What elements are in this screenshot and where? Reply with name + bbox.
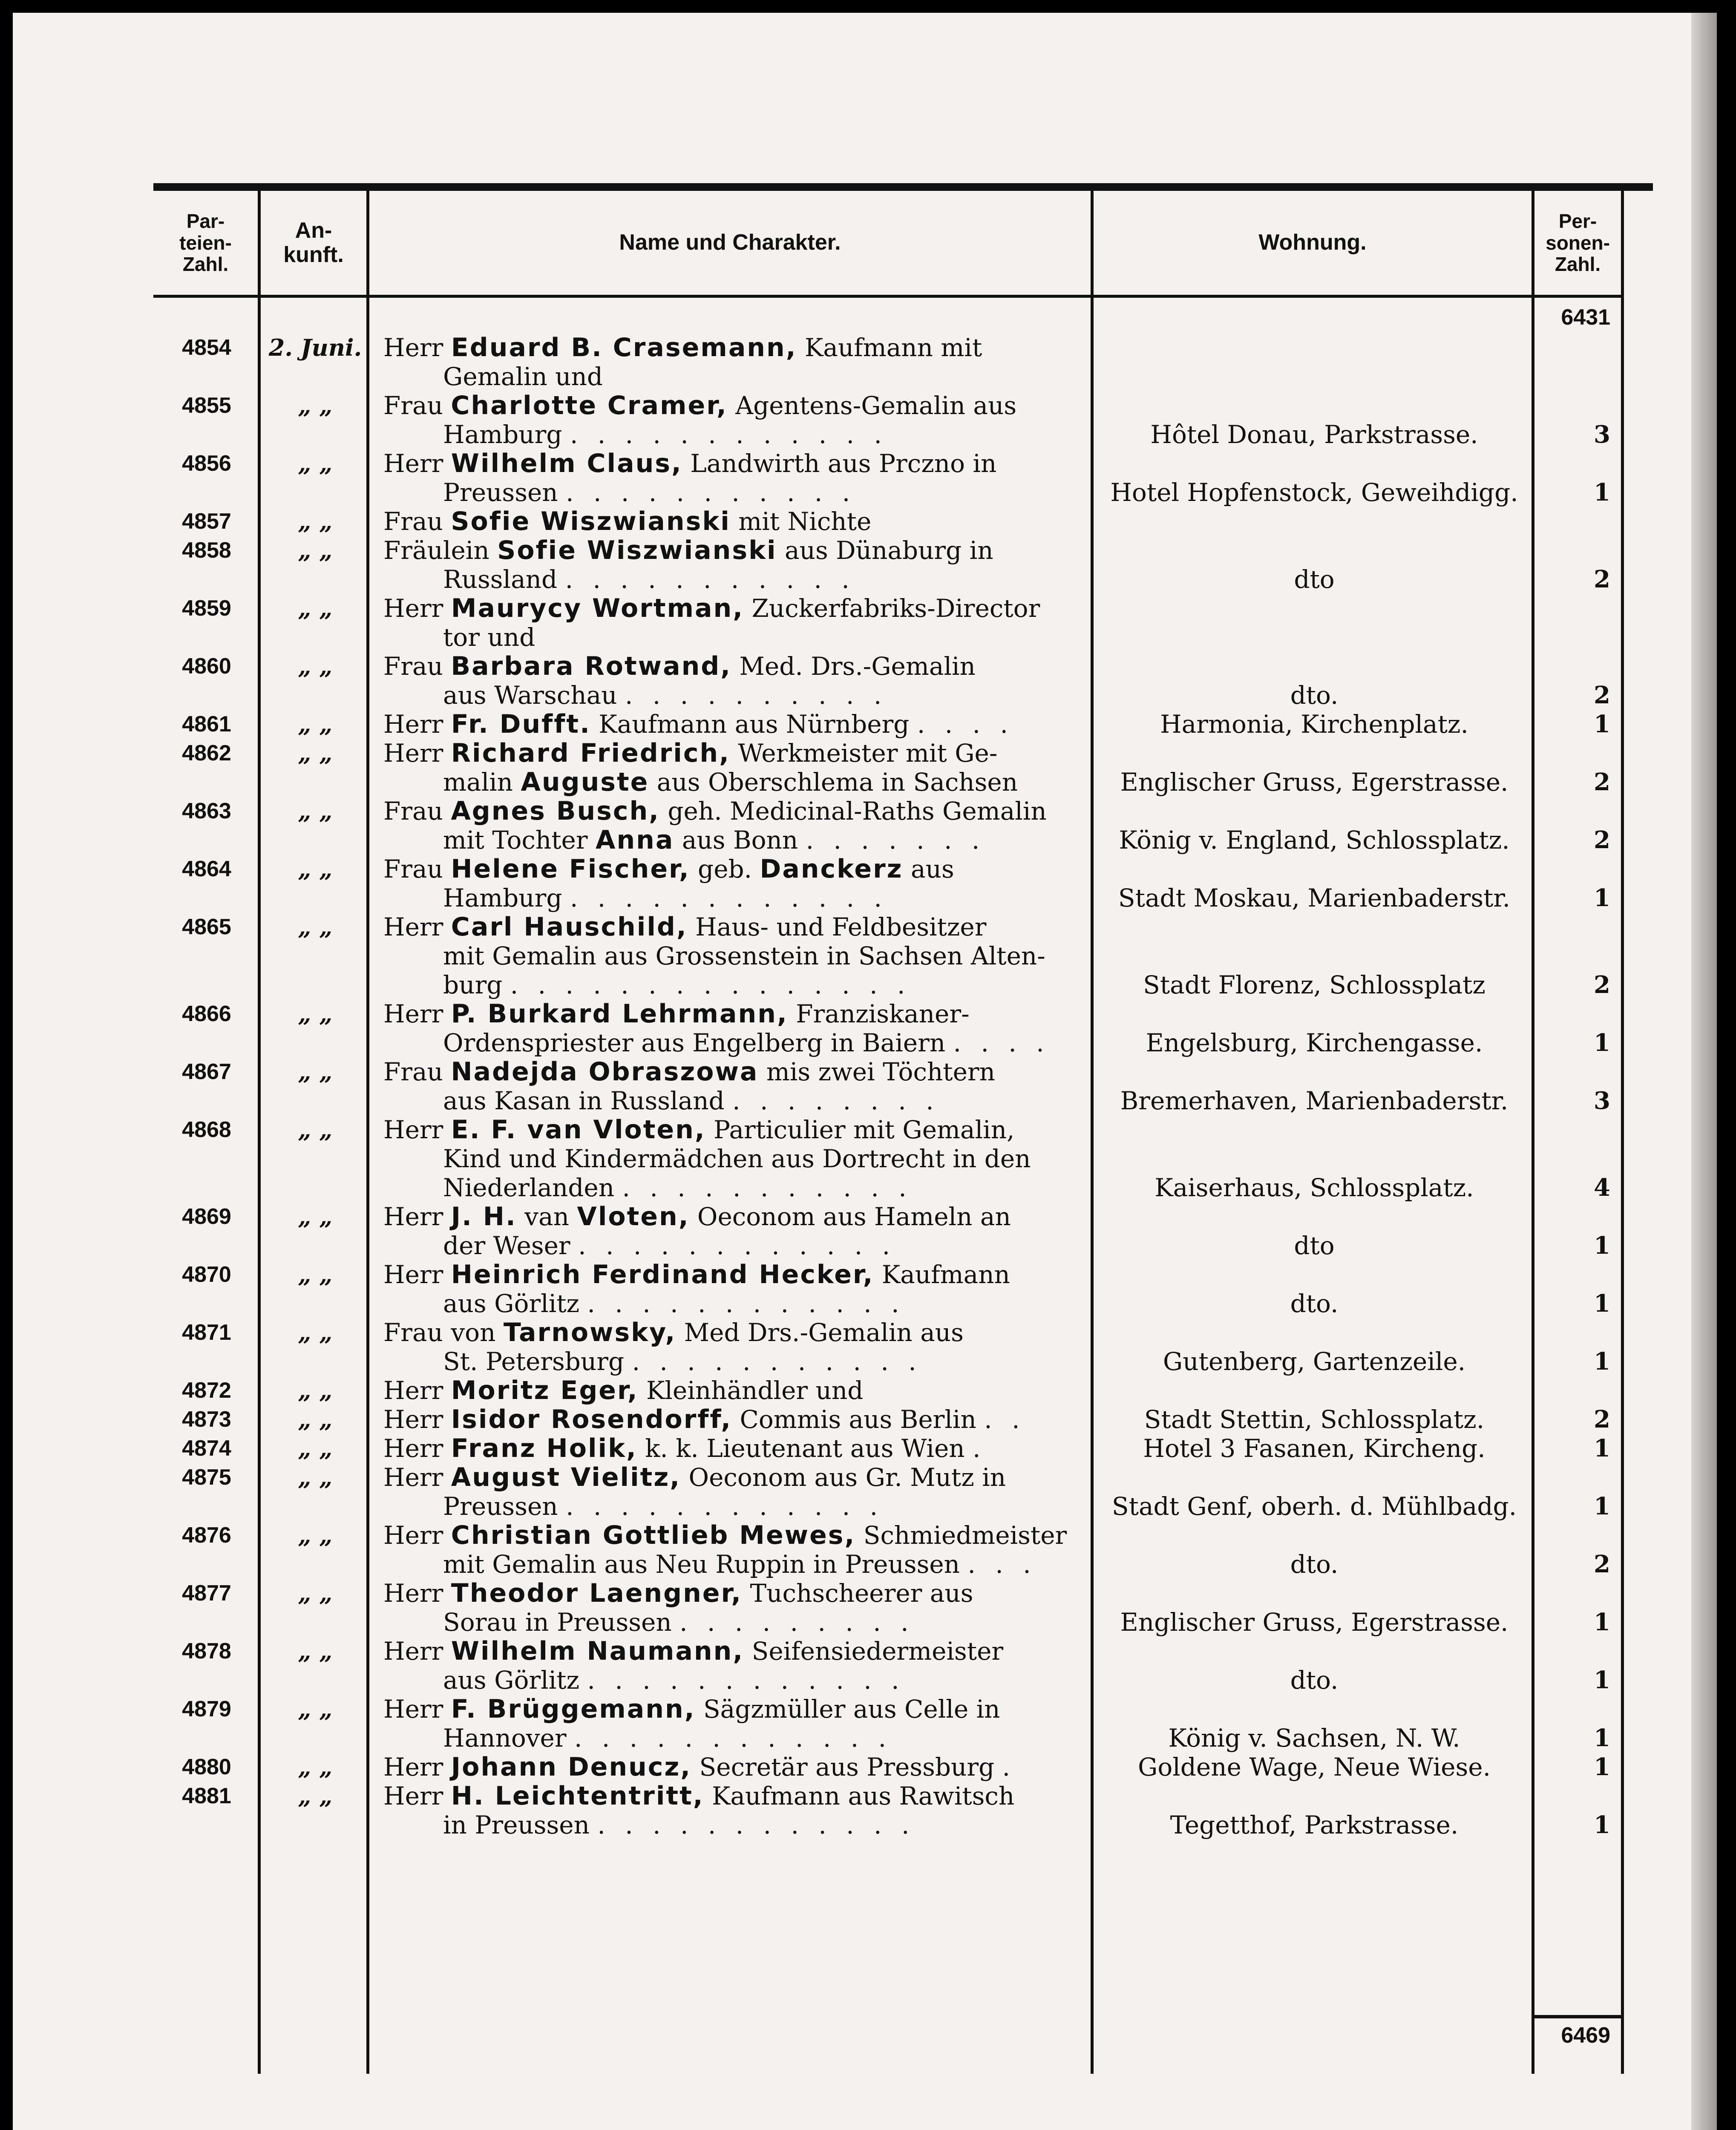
table-row	[153, 1695, 1653, 1753]
party-number: 4871	[182, 1320, 231, 1345]
party-number: 4868	[182, 1117, 231, 1142]
arrival-date: „ „	[298, 1319, 333, 1346]
table-row	[153, 1202, 1653, 1260]
party-number: 4876	[182, 1523, 231, 1548]
guest-name-character: Herr E. F. van Vloten, Particulier mit Gemalin, Kind und Kindermädchen aus Dortrecht in den Niederlanden . . . . . . . . . . .	[383, 1115, 1031, 1202]
residence: dto.	[1290, 1289, 1339, 1318]
table-row	[153, 912, 1653, 999]
residence: Englischer Gruss, Egerstrasse.	[1120, 768, 1509, 797]
carry-over-total: 6431	[1561, 305, 1610, 330]
arrival-date: „ „	[298, 711, 333, 738]
residence: Stadt Genf, oberh. d. Mühlbadg.	[1111, 1492, 1517, 1521]
persons-count: 1	[1594, 1753, 1610, 1781]
residence: Bremerhaven, Marienbaderstr.	[1120, 1086, 1509, 1115]
table-row	[153, 1057, 1653, 1115]
residence: Hôtel Donau, Parkstrasse.	[1150, 420, 1478, 449]
party-number: 4879	[182, 1697, 231, 1721]
residence: dto	[1294, 565, 1335, 594]
arrival-date: „ „	[298, 508, 333, 535]
persons-count: 1	[1594, 1608, 1610, 1636]
table-row	[153, 652, 1653, 710]
guest-name-character: Frau Agnes Busch, geh. Medicinal-Raths Gemalin mit Tochter Anna aus Bonn . . . . . . .	[383, 796, 1047, 855]
residence: Harmonia, Kirchenplatz.	[1160, 710, 1468, 739]
total-rule	[1532, 2015, 1621, 2018]
guest-name-character: Herr Eduard B. Crasemann, Kaufmann mit Gemalin und	[383, 333, 982, 391]
guest-name-character: Herr Christian Gottlieb Mewes, Schmiedmeister mit Gemalin aus Neu Ruppin in Preussen . . .	[383, 1520, 1067, 1579]
table-row	[153, 1260, 1653, 1318]
guest-name-character: Herr August Vielitz, Oeconom aus Gr. Mutz in Preussen . . . . . . . . . . . .	[383, 1462, 1006, 1521]
table-row	[153, 855, 1653, 912]
residence: Stadt Stettin, Schlossplatz.	[1144, 1405, 1485, 1434]
party-number: 4859	[182, 596, 231, 621]
guest-name-character: Herr Isidor Rosendorff, Commis aus Berlin . .	[383, 1405, 1026, 1434]
arrival-date: „ „	[298, 855, 333, 883]
persons-count: 1	[1594, 1029, 1610, 1057]
arrival-date: „ „	[298, 740, 333, 767]
table-row	[153, 1405, 1653, 1434]
guest-name-character: Herr F. Brüggemann, Sägzmüller aus Celle in Hannover . . . . . . . . . . . .	[383, 1694, 1000, 1753]
persons-count: 4	[1594, 1174, 1610, 1202]
party-number: 4874	[182, 1436, 231, 1461]
guest-name-character: Frau Helene Fischer, geb. Danckerz aus Hamburg . . . . . . . . . . . .	[383, 854, 954, 912]
table-top-rule	[153, 183, 1653, 191]
residence: Goldene Wage, Neue Wiese.	[1137, 1753, 1491, 1782]
party-number: 4869	[182, 1204, 231, 1229]
persons-count: 1	[1594, 884, 1610, 912]
party-number: 4861	[182, 712, 231, 737]
party-number: 4877	[182, 1581, 231, 1606]
guest-name-character: Frau Charlotte Cramer, Agentens-Gemalin aus Hamburg . . . . . . . . . . . .	[383, 391, 1017, 449]
arrival-date: „ „	[298, 1522, 333, 1549]
arrival-date: „ „	[298, 1580, 333, 1607]
party-number: 4863	[182, 799, 231, 823]
arrival-date: „ „	[298, 450, 333, 477]
table-row	[153, 507, 1653, 536]
persons-count: 2	[1594, 768, 1610, 796]
arrival-date: „ „	[298, 1406, 333, 1433]
arrival-date: „ „	[298, 1000, 333, 1028]
residence: Englischer Gruss, Egerstrasse.	[1120, 1608, 1509, 1637]
guest-name-character: Herr Johann Denucz, Secretär aus Pressburg .	[383, 1752, 1016, 1782]
persons-count: 2	[1594, 971, 1610, 999]
guest-name-character: Herr Wilhelm Claus, Landwirth aus Prczno in Preussen . . . . . . . . . . .	[383, 449, 997, 507]
table-row	[153, 536, 1653, 594]
residence: Gutenberg, Gartenzeile.	[1163, 1347, 1466, 1376]
residence: König v. England, Schlossplatz.	[1119, 826, 1510, 855]
guest-name-character: Herr Maurycy Wortman, Zuckerfabriks-Director tor und	[383, 593, 1040, 652]
guest-name-character: Herr Wilhelm Naumann, Seifensiedermeister aus Görlitz . . . . . . . . . . . .	[383, 1636, 1004, 1695]
persons-count: 2	[1594, 681, 1610, 709]
arrival-date: „ „	[298, 1695, 333, 1723]
residence: Hotel Hopfenstock, Geweihdigg.	[1110, 478, 1518, 507]
arrival-date: „ „	[298, 1261, 333, 1288]
party-number: 4870	[182, 1262, 231, 1287]
party-number: 4856	[182, 451, 231, 476]
arrival-date: „ „	[298, 653, 333, 680]
persons-count: 1	[1594, 1232, 1610, 1260]
header-residence: Wohnung.	[1258, 230, 1367, 255]
persons-count: 2	[1594, 826, 1610, 854]
arrival-date: „ „	[298, 797, 333, 825]
residence: Hotel 3 Fasanen, Kircheng.	[1143, 1434, 1486, 1463]
arrival-date: „ „	[298, 1435, 333, 1462]
persons-count: 1	[1594, 1811, 1610, 1839]
persons-count: 1	[1594, 710, 1610, 738]
arrival-date: „ „	[298, 595, 333, 622]
party-number: 4855	[182, 393, 231, 418]
persons-count: 1	[1594, 1290, 1610, 1318]
table-row	[153, 1521, 1653, 1579]
residence: Engelsburg, Kirchengasse.	[1146, 1028, 1483, 1057]
guest-name-character: Frau Nadejda Obraszowa mis zwei Töchtern aus Kasan in Russland . . . . . . . .	[383, 1057, 996, 1115]
arrival-date: „ „	[298, 1203, 333, 1230]
party-number: 4858	[182, 538, 231, 563]
guest-name-character: Herr Heinrich Ferdinand Hecker, Kaufmann aus Görlitz . . . . . . . . . . . .	[383, 1260, 1010, 1318]
persons-count: 3	[1594, 420, 1610, 449]
final-total: 6469	[1561, 2023, 1610, 2048]
party-number: 4872	[182, 1378, 231, 1403]
arrival-date: „ „	[298, 1058, 333, 1085]
arrival-date: „ „	[298, 1377, 333, 1404]
guest-name-character: Frau Barbara Rotwand, Med. Drs.-Gemalin aus Warschau . . . . . . . . . .	[383, 651, 976, 710]
residence: dto.	[1290, 681, 1339, 710]
party-number: 4862	[182, 741, 231, 766]
persons-count: 1	[1594, 1434, 1610, 1462]
arrival-date: „ „	[298, 1464, 333, 1491]
residence: dto	[1294, 1231, 1335, 1260]
document-page	[13, 13, 1717, 2130]
party-number: 4873	[182, 1407, 231, 1432]
party-number: 4875	[182, 1465, 231, 1490]
residence: Stadt Moskau, Marienbaderstr.	[1118, 884, 1511, 912]
guest-name-character: Herr Fr. Dufft. Kaufmann aus Nürnberg . . . .	[383, 709, 1014, 739]
guest-name-character: Herr P. Burkard Lehrmann, Franziskaner- Ordenspriester aus Engelberg in Baiern . . . .	[383, 999, 1050, 1057]
arrival-date: „ „	[298, 392, 333, 419]
table-row	[153, 1579, 1653, 1637]
arrival-date: 2. Juni.	[268, 334, 362, 361]
arrival-date: „ „	[298, 1638, 333, 1665]
party-number: 4880	[182, 1755, 231, 1779]
residence: Kaiserhaus, Schlossplatz.	[1154, 1173, 1474, 1202]
guest-name-character: Herr Theodor Laengner, Tuchscheerer aus Sorau in Preussen . . . . . . . . .	[383, 1578, 973, 1637]
persons-count: 1	[1594, 478, 1610, 507]
guest-name-character: Herr Richard Friedrich, Werkmeister mit Ge- malin Auguste aus Oberschlema in Sachsen	[383, 738, 1018, 797]
residence: Stadt Florenz, Schlossplatz	[1143, 970, 1486, 999]
arrival-date: „ „	[298, 537, 333, 564]
page-edge-shadow	[1691, 13, 1717, 2130]
persons-count: 2	[1594, 565, 1610, 593]
header-party-number: Par- teien- Zahl.	[179, 210, 232, 276]
table-row	[153, 999, 1653, 1057]
party-number: 4878	[182, 1639, 231, 1664]
party-number: 4866	[182, 1002, 231, 1026]
arrival-date: „ „	[298, 913, 333, 941]
persons-count: 1	[1594, 1666, 1610, 1694]
table-row	[153, 1753, 1653, 1782]
party-number: 4860	[182, 654, 231, 679]
register-table	[153, 183, 1653, 2083]
guest-name-character: Herr Carl Hauschild, Haus- und Feldbesitzer mit Gemalin aus Grossenstein in Sachsen Alten- burg . . . . . . . . . . . . . . .	[383, 912, 1045, 999]
header-name-character: Name und Charakter.	[619, 230, 841, 255]
header-arrival: An- kunft.	[283, 218, 344, 267]
party-number: 4865	[182, 915, 231, 939]
table-row	[153, 710, 1653, 739]
guest-name-character: Herr J. H. van Vloten, Oeconom aus Hameln an der Weser . . . . . . . . . . . .	[383, 1202, 1011, 1260]
residence: Tegetthof, Parkstrasse.	[1170, 1810, 1459, 1839]
party-number: 4864	[182, 857, 231, 881]
party-number: 4881	[182, 1784, 231, 1808]
persons-count: 2	[1594, 1405, 1610, 1433]
persons-count: 2	[1594, 1550, 1610, 1578]
persons-count: 1	[1594, 1492, 1610, 1520]
table-row	[153, 449, 1653, 507]
guest-name-character: Fräulein Sofie Wiszwianski aus Dünaburg in Russland . . . . . . . . . . .	[383, 535, 993, 594]
residence: dto.	[1290, 1666, 1339, 1695]
persons-count: 1	[1594, 1724, 1610, 1752]
header-persons: Per- sonen- Zahl.	[1546, 210, 1610, 276]
party-number: 4854	[182, 335, 231, 360]
party-number: 4867	[182, 1059, 231, 1084]
table-row	[153, 1637, 1653, 1695]
arrival-date: „ „	[298, 1753, 333, 1781]
table-row	[153, 391, 1653, 449]
guest-name-character: Frau von Tarnowsky, Med Drs.-Gemalin aus St. Petersburg . . . . . . . . . . .	[383, 1318, 964, 1376]
table-row	[153, 797, 1653, 855]
table-row	[153, 333, 1653, 391]
guest-name-character: Frau Sofie Wiszwianski mit Nichte	[383, 507, 872, 536]
header-bottom-rule	[153, 295, 1623, 298]
guest-name-character: Herr Moritz Eger, Kleinhändler und	[383, 1376, 864, 1405]
arrival-date: „ „	[298, 1782, 333, 1810]
persons-count: 3	[1594, 1087, 1610, 1115]
persons-count: 1	[1594, 1347, 1610, 1376]
table-row	[153, 1782, 1653, 1839]
table-row	[153, 594, 1653, 652]
table-row	[153, 1434, 1653, 1463]
table-row	[153, 1376, 1653, 1405]
party-number: 4857	[182, 509, 231, 534]
arrival-date: „ „	[298, 1116, 333, 1143]
guest-name-character: Herr H. Leichtentritt, Kaufmann aus Rawitsch in Preussen . . . . . . . . . . . .	[383, 1781, 1015, 1839]
residence: dto.	[1290, 1550, 1339, 1579]
table-row	[153, 1463, 1653, 1521]
table-row	[153, 1115, 1653, 1202]
table-row	[153, 739, 1653, 797]
residence: König v. Sachsen, N. W.	[1168, 1724, 1460, 1753]
guest-name-character: Herr Franz Holik, k. k. Lieutenant aus Wien .	[383, 1433, 987, 1463]
table-row	[153, 1318, 1653, 1376]
